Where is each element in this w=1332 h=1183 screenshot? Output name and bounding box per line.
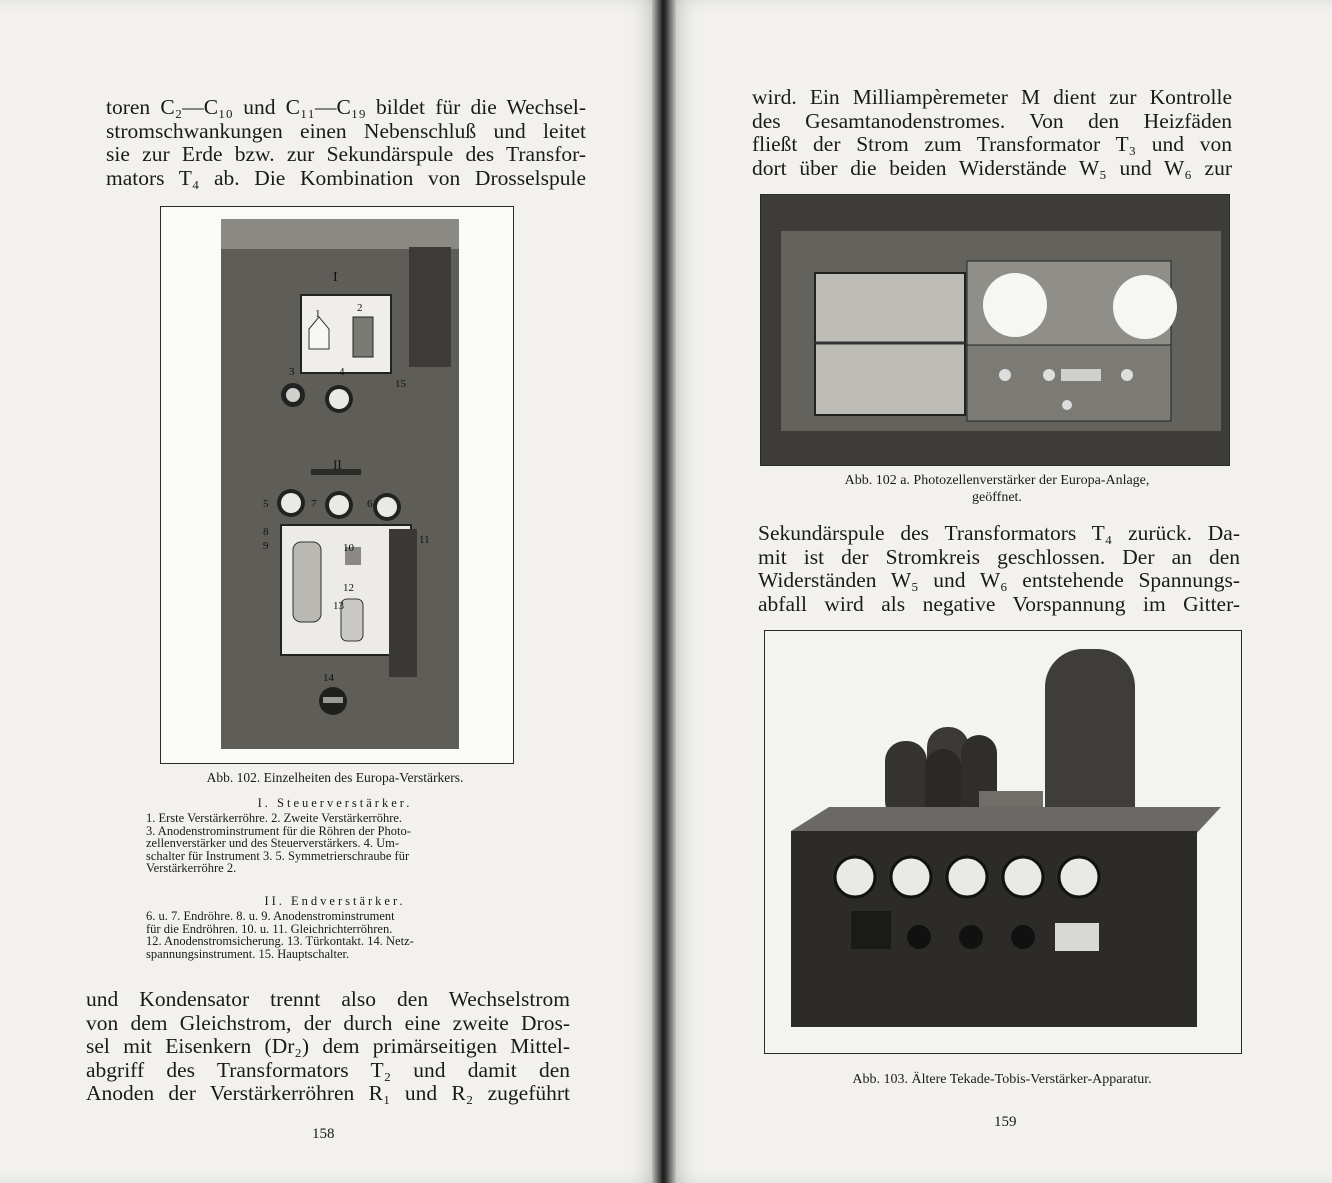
legend-1-text: [146, 812, 518, 875]
text-line: wird. Ein Milliampèremeter M dient zur Kontrolle: [752, 85, 1232, 109]
book-gutter: [652, 0, 676, 1183]
legend-1-title: I. Steuerverstärker.: [257, 796, 413, 810]
left-bottom-paragraph: [86, 988, 570, 1106]
text-line: Sekundärspule des Transformators T₄ zurück. Da-: [758, 521, 1240, 545]
legend-line: 6. u. 7. Endröhre. 8. u. 9. Anodenstrominstrument: [146, 909, 395, 923]
legend-line: spannungsinstrument. 15. Hauptschalter.: [146, 946, 350, 961]
figure-102a-photocell-amplifier: [760, 194, 1230, 466]
text-line: Widerständen W₅ und W₆ entstehende Spannungs-: [758, 568, 1240, 592]
text-line: stromschwankungen einen Nebenschluß und leitet: [106, 118, 586, 143]
legend-line: 3. Anodenstrominstrument für die Röhren der Photo-: [146, 823, 411, 838]
caption-line: geöffnet.: [972, 490, 1022, 505]
legend-line: zellenverstärker und des Steuerverstärkers. 4. Um-: [146, 836, 400, 850]
right-top-paragraph: [752, 86, 1232, 180]
figure-label: 12: [343, 582, 354, 594]
figure-103-tekade-tobis-amplifier: [764, 630, 1242, 1054]
figure-label: 8: [263, 526, 269, 538]
figure-label: 9: [263, 540, 269, 552]
page-number-right: 159: [994, 1114, 1017, 1130]
figure-label: 4: [339, 366, 345, 378]
figure-label: 2: [357, 302, 363, 314]
text-line: abfall wird als negative Vorspannung im Gitter-: [758, 591, 1240, 616]
legend-2-title: II. Endverstärker.: [264, 894, 406, 908]
page-number-left: 158: [312, 1126, 335, 1142]
figure-label: 5: [263, 498, 269, 510]
figure-label: II: [333, 457, 342, 472]
figure-label: 14: [323, 672, 334, 684]
text-line: abgriff des Transformators T₂ und damit den: [86, 1057, 570, 1082]
figure-102-caption: Abb. 102. Einzelheiten des Europa-Verstärkers.: [206, 770, 464, 785]
figure-label: 6: [367, 498, 373, 510]
figure-label: 3: [289, 366, 295, 378]
photocell-amplifier-illustration: [761, 195, 1229, 465]
figure-label: I: [333, 270, 338, 285]
left-top-paragraph: [106, 96, 586, 190]
text-line: mators T₄ ab. Die Kombination von Drosselspule: [106, 165, 586, 190]
figure-102a-caption: [772, 472, 1222, 506]
text-line: sel mit Eisenkern (Dr₂) dem primärseitigen Mittel-: [86, 1034, 570, 1058]
figure-103-caption: Abb. 103. Ältere Tekade-Tobis-Verstärker-Apparatur.: [852, 1072, 1152, 1087]
figure-label: 10: [343, 542, 354, 554]
figure-102-europa-amplifier: [160, 206, 514, 764]
text-line: sie zur Erde bzw. zur Sekundärspule des Transfor-: [106, 142, 586, 166]
legend-line: für die Endröhren. 10. u. 11. Gleichrichterröhren.: [146, 921, 393, 936]
figure-label: 15: [395, 378, 406, 390]
caption-line: Abb. 102 a. Photozellenverstärker der Europa-Anlage,: [844, 473, 1150, 488]
figure-label: 13: [333, 600, 344, 612]
tekade-tobis-apparatus-illustration: [765, 631, 1241, 1053]
text-line: toren C₂—C₁₀ und C₁₁—C₁₉ bildet für die Wechsel-: [106, 95, 586, 119]
text-line: mit ist der Stromkreis geschlossen. Der an den: [758, 544, 1240, 569]
amplifier-cabinet-illustration: [161, 207, 513, 763]
text-line: fließt der Strom zum Transformator T₃ und von: [752, 132, 1232, 156]
legend-line: schalter für Instrument 3. 5. Symmetrierschraube für: [146, 848, 410, 863]
right-middle-paragraph: [758, 522, 1240, 616]
legend-2-text: [146, 910, 518, 960]
figure-label: 1: [315, 308, 321, 320]
figure-label: 11: [419, 534, 430, 546]
text-line: Anoden der Verstärkerröhren R₁ und R₂ zugeführt: [86, 1081, 570, 1105]
legend-line: Verstärkerröhre 2.: [146, 861, 237, 875]
text-line: dort über die beiden Widerstände W₅ und W₆ zur: [752, 155, 1232, 180]
text-line: und Kondensator trennt also den Wechselstrom: [86, 987, 570, 1011]
text-line: des Gesamtanodenstromes. Von den Heizfäden: [752, 108, 1232, 133]
legend-line: 1. Erste Verstärkerröhre. 2. Zweite Verstärkerröhre.: [146, 811, 403, 825]
figure-label: 7: [311, 498, 317, 510]
text-line: von dem Gleichstrom, der durch eine zweite Dros-: [86, 1010, 570, 1035]
legend-line: 12. Anodenstromsicherung. 13. Türkontakt. 14. Netz-: [146, 934, 414, 948]
